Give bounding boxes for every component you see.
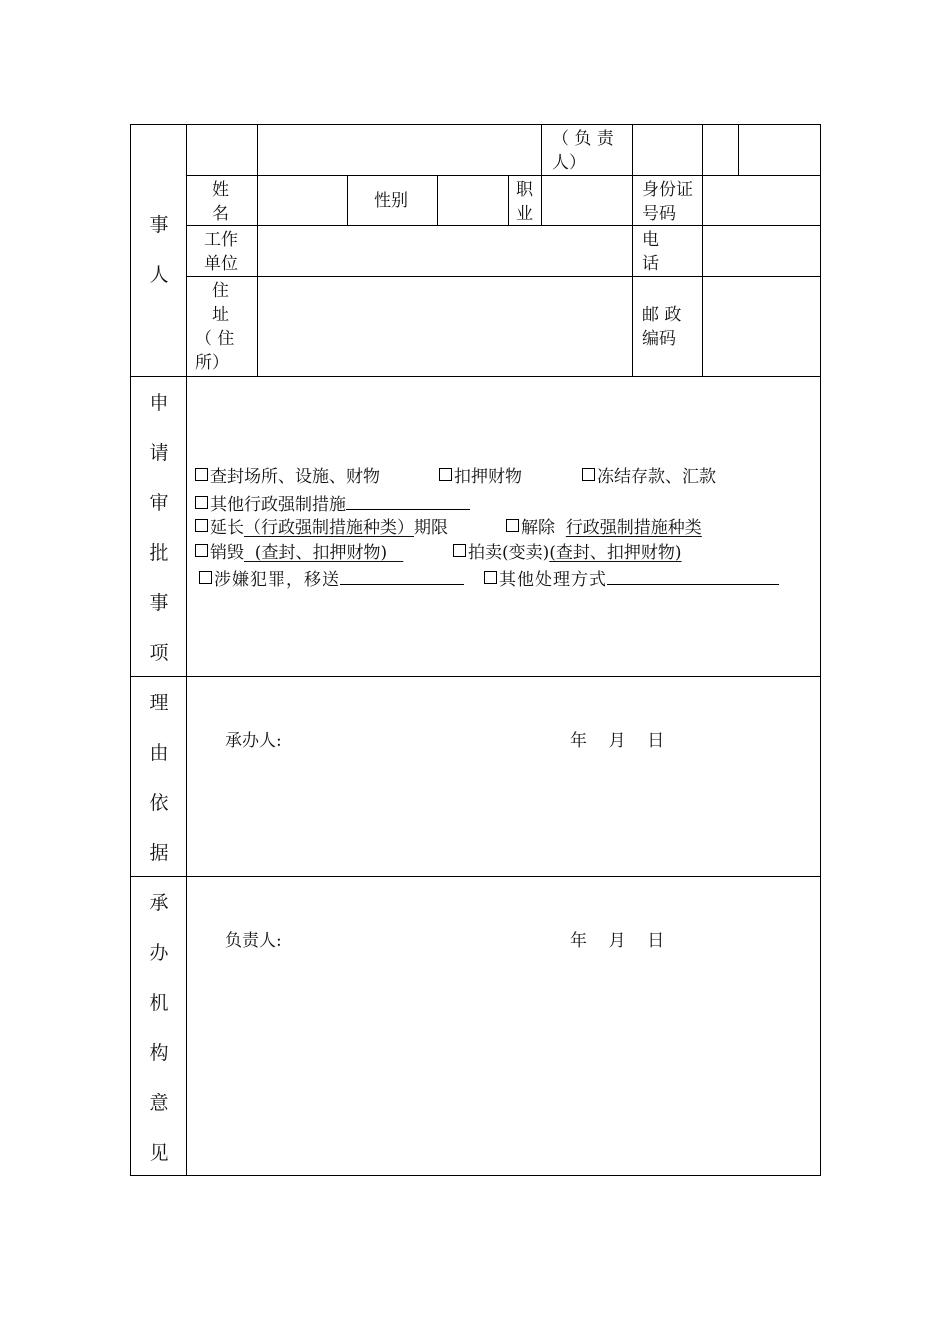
unit-name-value-field[interactable] <box>260 130 538 174</box>
section-divider <box>130 876 821 877</box>
other-measure-blank[interactable] <box>346 491 470 510</box>
work-unit-field[interactable] <box>260 230 630 272</box>
crime-transfer-blank[interactable] <box>340 566 464 585</box>
address-label: 住 <box>212 281 229 301</box>
address-label-cont: 址 <box>212 305 229 325</box>
section-divider <box>130 376 821 377</box>
checkbox-destroy[interactable] <box>195 544 208 557</box>
option-release: 解除 行政强制措施种类 <box>506 516 702 541</box>
row-divider <box>186 225 821 226</box>
responsible-signature-field[interactable] <box>300 924 550 954</box>
cell-divider <box>632 124 633 176</box>
job-label: 职 <box>516 180 533 200</box>
cell-divider <box>347 175 348 226</box>
phone-label: 电 <box>642 230 659 250</box>
opinion-date: 年 月 日 <box>570 931 665 951</box>
cell-divider <box>257 225 258 377</box>
checkbox-other-measure[interactable] <box>195 496 208 509</box>
handler-label: 承办人: <box>225 731 282 751</box>
address-label-cont: 所） <box>195 353 229 373</box>
responsible-label: （ 负 责 <box>552 129 614 149</box>
option-other-measure: 其他行政强制措施 <box>195 491 470 518</box>
job-label-cont: 业 <box>516 204 533 224</box>
checkbox-extend[interactable] <box>195 519 208 532</box>
cell-divider <box>541 175 542 226</box>
id-number-field[interactable] <box>705 180 817 222</box>
cell-divider <box>702 225 703 377</box>
row-divider <box>186 175 821 176</box>
cell-divider <box>437 175 438 226</box>
postal-code-field[interactable] <box>705 280 817 372</box>
postal-code-label-cont: 编码 <box>642 329 676 349</box>
row-divider <box>186 276 821 277</box>
checkbox-other-handling[interactable] <box>484 571 497 584</box>
cell-divider <box>541 124 542 176</box>
handler-signature-field[interactable] <box>300 724 550 754</box>
request-side-label: 申 请 审 批 事 项 <box>149 392 169 664</box>
opinion-side-label: 承 办 机 构 意 见 <box>149 892 169 1164</box>
option-auction: 拍卖(变卖)(查封、扣押财物) <box>453 541 682 566</box>
cell-divider <box>632 175 633 226</box>
checkbox-auction[interactable] <box>453 544 466 557</box>
job-field[interactable] <box>544 180 630 222</box>
checkbox-freeze[interactable] <box>582 468 595 481</box>
address-label-cont: （ 住 <box>195 329 235 349</box>
cell-divider <box>508 175 509 226</box>
address-field[interactable] <box>260 280 630 372</box>
cell-divider <box>632 225 633 377</box>
option-crime-transfer: 涉嫌犯罪，移送 <box>199 566 464 593</box>
section-divider <box>130 676 821 677</box>
gender-label: 性别 <box>374 191 408 211</box>
option-line-1: 查封场所、设施、财物 <box>195 465 380 490</box>
id-number-label: 身份证 <box>642 180 693 200</box>
checkbox-detain[interactable] <box>439 468 452 481</box>
cell-divider <box>257 175 258 226</box>
cell-divider <box>738 124 739 176</box>
unit-name-field[interactable] <box>188 130 255 174</box>
table-border-bottom <box>130 1175 821 1176</box>
postal-code-label: 邮 政 <box>642 305 682 325</box>
option-destroy: 销毁 (查封、扣押财物) <box>195 541 403 566</box>
checkbox-release[interactable] <box>506 519 519 532</box>
work-unit-label-cont: 单位 <box>204 254 238 274</box>
cell-divider <box>257 124 258 176</box>
phone-field[interactable] <box>705 230 817 272</box>
name-field[interactable] <box>260 180 345 222</box>
phone-label-cont: 话 <box>642 254 659 274</box>
work-unit-label: 工作 <box>204 230 238 250</box>
responsible-name-field[interactable] <box>634 130 700 174</box>
responsible-label-cont: 人） <box>552 153 586 173</box>
option-other-handling: 其他处理方式 <box>484 566 779 593</box>
option-freeze: 冻结存款、汇款 <box>582 465 716 490</box>
gender-field[interactable] <box>440 180 506 222</box>
checkbox-crime-transfer[interactable] <box>199 571 212 584</box>
option-detain: 扣押财物 <box>439 465 522 490</box>
other-handling-blank[interactable] <box>607 566 779 585</box>
responsible-signature-label: 负责人: <box>225 931 282 951</box>
reason-side-label: 理 由 依 据 <box>149 692 169 864</box>
name-label-cont: 名 <box>212 204 229 224</box>
handler-date: 年 月 日 <box>570 731 665 751</box>
table-border-right <box>820 124 821 1176</box>
checkbox-seal[interactable] <box>195 468 208 481</box>
cell-divider <box>702 124 703 176</box>
cell-divider <box>702 175 703 226</box>
id-number-label-cont: 号码 <box>642 204 676 224</box>
party-side-label: 事 人 <box>149 214 169 286</box>
table-border-top <box>130 124 821 125</box>
name-label: 姓 <box>212 180 229 200</box>
option-extend: 延长（行政强制措施种类）期限 <box>195 516 448 541</box>
